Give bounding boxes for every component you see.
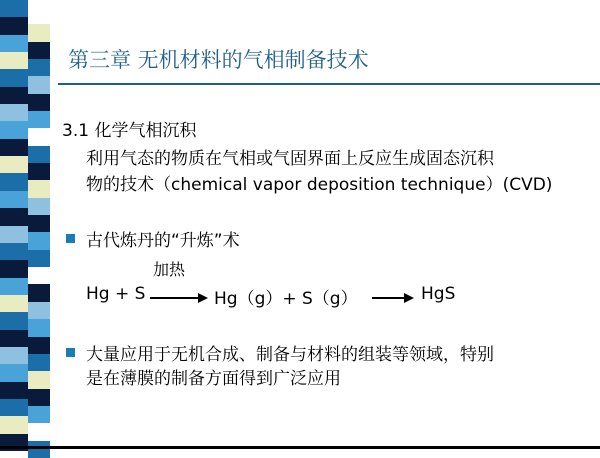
sidebar-stripe [0, 69, 28, 87]
sidebar-stripe [0, 17, 28, 35]
sidebar-stripe [28, 128, 50, 146]
sidebar-stripe [28, 163, 50, 181]
sidebar-stripe [0, 52, 28, 70]
reaction-arrow-1 [150, 292, 208, 304]
sidebar-stripe [0, 347, 28, 365]
sidebar-stripe [28, 42, 50, 60]
sidebar-stripe [0, 104, 28, 122]
sidebar-stripe [28, 441, 50, 458]
sidebar-stripe [28, 232, 50, 250]
bullet-applications-line-1: 大量应用于无机合成、制备与材料的组装等领域，特别 [86, 345, 494, 365]
section-heading: 3.1 化学气相沉积 [62, 121, 197, 141]
footer-rule [0, 446, 600, 449]
sidebar-stripe [28, 146, 50, 164]
sidebar-stripe [28, 354, 50, 372]
sidebar-stripe [28, 7, 50, 25]
decorative-striped-sidebar [0, 0, 58, 451]
sidebar-stripe [0, 173, 28, 191]
sidebar-stripe [28, 215, 50, 233]
sidebar-stripe [0, 399, 28, 417]
sidebar-stripe [0, 87, 28, 105]
sidebar-stripe [28, 406, 50, 424]
sidebar-stripe [0, 35, 28, 53]
sidebar-stripe [0, 191, 28, 209]
reaction-arrow-2 [372, 292, 414, 304]
sidebar-stripe [0, 121, 28, 139]
sidebar-stripe [0, 382, 28, 400]
sidebar-stripe [0, 330, 28, 348]
reaction-product: HgS [421, 284, 456, 304]
sidebar-stripe [28, 319, 50, 337]
bullet-ancient-alchemy: 古代炼丹的“升炼”术 [86, 231, 240, 251]
sidebar-stripe [28, 284, 50, 302]
sidebar-stripe [0, 260, 28, 278]
sidebar-stripe [0, 312, 28, 330]
sidebar-stripe [0, 364, 28, 382]
sidebar-stripe [28, 267, 50, 285]
sidebar-stripe [0, 156, 28, 174]
definition-line-1: 利用气态的物质在气相或气固界面上反应生成固态沉积 [86, 149, 494, 169]
sidebar-stripe [28, 423, 50, 441]
sidebar-stripe [28, 389, 50, 407]
sidebar-stripe [28, 250, 50, 268]
reaction-reactants: Hg + S [86, 284, 146, 304]
sidebar-stripe [28, 302, 50, 320]
sidebar-stripe [0, 295, 28, 313]
sidebar-stripe [28, 180, 50, 198]
sidebar-stripe [28, 198, 50, 216]
sidebar-stripe [0, 243, 28, 261]
sidebar-stripe [28, 24, 50, 42]
definition-line-2: 物的技术（chemical vapor deposition technique）(CVD) [86, 175, 553, 195]
sidebar-stripe [0, 208, 28, 226]
sidebar-stripe [0, 226, 28, 244]
sidebar-stripe [0, 0, 28, 18]
sidebar-stripe [28, 94, 50, 112]
sidebar-stripe [0, 416, 28, 434]
title-underline [58, 83, 600, 85]
sidebar-stripe [28, 371, 50, 389]
sidebar-edge [50, 0, 58, 451]
bullet-applications-line-2: 是在薄膜的制备方面得到广泛应用 [86, 369, 341, 389]
bullet-square-icon [66, 348, 75, 357]
reaction-condition-label: 加热 [153, 260, 186, 279]
sidebar-stripe [28, 59, 50, 77]
sidebar-stripe [0, 139, 28, 157]
bullet-square-icon [66, 234, 75, 243]
sidebar-stripe [28, 337, 50, 355]
slide-title: 第三章 无机材料的气相制备技术 [68, 48, 369, 72]
sidebar-stripe [28, 76, 50, 94]
sidebar-stripe [28, 111, 50, 129]
reaction-intermediate: Hg（g）+ S（g） [214, 289, 358, 309]
sidebar-stripe [0, 278, 28, 296]
